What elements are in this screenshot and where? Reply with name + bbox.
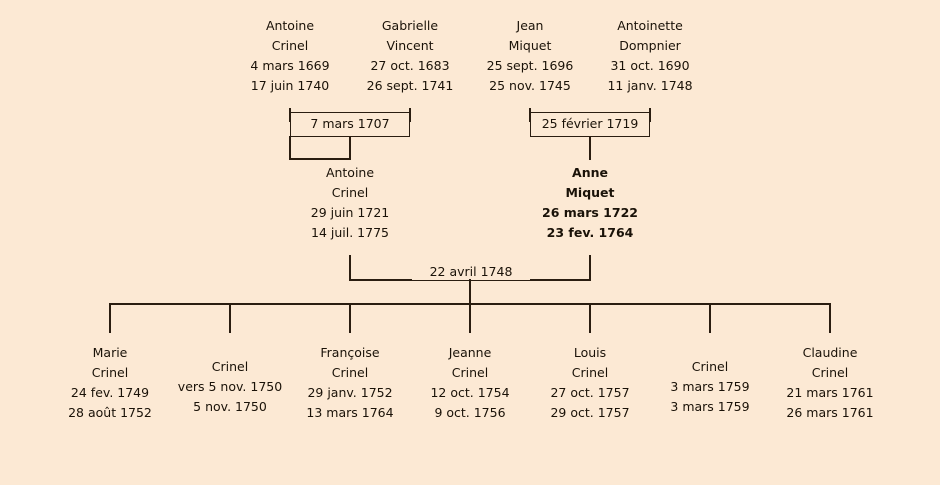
person-birth-date: 27 oct. 1757: [550, 385, 630, 400]
marriage-date: 22 avril 1748: [429, 264, 513, 279]
marriage-box-1719: [530, 112, 650, 137]
person-antoine-crinel-jr: [280, 163, 420, 243]
person-death-date: 17 juin 1740: [250, 78, 330, 93]
person-first-name: Antoine: [265, 18, 315, 33]
person-marie-crinel: [40, 343, 180, 423]
person-louis-crinel: [520, 343, 660, 423]
marriage-label-1748: [412, 264, 530, 280]
person-last-name: Vincent: [386, 38, 434, 53]
person-child-crinel-1750: [160, 357, 300, 417]
person-first-name: Jeanne: [448, 345, 492, 360]
person-death-date: 25 nov. 1745: [489, 78, 571, 93]
connector-child-6: [709, 303, 711, 333]
person-dates: [460, 56, 600, 96]
person-birth-date: 26 mars 1722: [542, 205, 638, 220]
person-birth-date: vers 5 nov. 1750: [177, 379, 283, 394]
connector-child-2: [229, 303, 231, 333]
person-child-crinel-1759: [640, 357, 780, 417]
connector-child-4: [469, 303, 471, 333]
person-birth-date: 27 oct. 1683: [370, 58, 450, 73]
person-dates: [280, 203, 420, 243]
person-last-name: Miquet: [565, 185, 615, 200]
person-last-name: Crinel: [331, 365, 369, 380]
connector-marriage1748-trunk: [469, 279, 471, 305]
person-death-date: 13 mars 1764: [306, 405, 394, 420]
person-first-name: Claudine: [802, 345, 858, 360]
person-first-name: Antoine: [325, 165, 375, 180]
person-death-date: 29 oct. 1757: [550, 405, 630, 420]
person-dates: [340, 56, 480, 96]
person-dates: [400, 383, 540, 423]
person-dates: [520, 203, 660, 243]
connector-child-1: [109, 303, 111, 333]
connector-to-antoine-jr: [349, 136, 351, 160]
person-dates: [40, 383, 180, 423]
person-last-name: Crinel: [811, 365, 849, 380]
person-last-name: Crinel: [691, 359, 729, 374]
person-last-name: Crinel: [271, 38, 309, 53]
person-dates: [640, 377, 780, 417]
person-birth-date: 29 juin 1721: [310, 205, 390, 220]
person-first-name: Jean: [516, 18, 544, 33]
connector-child-5: [589, 303, 591, 333]
person-francoise-crinel: [280, 343, 420, 423]
person-claudine-crinel: [760, 343, 900, 423]
connector-marriage1707-horizontal: [289, 158, 351, 160]
connector-marriage1719-to-child: [589, 136, 591, 160]
person-birth-date: 21 mars 1761: [786, 385, 874, 400]
person-dates: [520, 383, 660, 423]
person-last-name: Crinel: [571, 365, 609, 380]
connector-child-3: [349, 303, 351, 333]
person-death-date: 28 août 1752: [68, 405, 152, 420]
person-dates: [280, 383, 420, 423]
person-anne-miquet: [520, 163, 660, 243]
person-first-name: Louis: [573, 345, 607, 360]
person-last-name: Crinel: [211, 359, 249, 374]
person-death-date: 9 oct. 1756: [434, 405, 506, 420]
person-last-name: Crinel: [331, 185, 369, 200]
person-death-date: 26 mars 1761: [786, 405, 874, 420]
marriage-date: 25 février 1719: [541, 116, 639, 131]
connector-child-7: [829, 303, 831, 333]
person-death-date: 26 sept. 1741: [366, 78, 454, 93]
person-last-name: Crinel: [451, 365, 489, 380]
person-birth-date: 29 janv. 1752: [307, 385, 393, 400]
person-first-name: Anne: [572, 165, 608, 180]
person-birth-date: 4 mars 1669: [250, 58, 330, 73]
person-dates: [580, 56, 720, 96]
person-birth-date: 24 fev. 1749: [70, 385, 150, 400]
person-first-name: Gabrielle: [381, 18, 439, 33]
person-last-name: Dompnier: [619, 38, 681, 53]
person-first-name: Marie: [92, 345, 128, 360]
person-death-date: 23 fev. 1764: [546, 225, 634, 240]
connector-anne-to-marriage1748: [589, 255, 591, 281]
person-antoinette-dompnier: [580, 16, 720, 96]
person-gabrielle-vincent: [340, 16, 480, 96]
marriage-box-1707: [290, 112, 410, 137]
person-dates: [760, 383, 900, 423]
person-last-name: Miquet: [508, 38, 552, 53]
person-death-date: 14 juil. 1775: [311, 225, 389, 240]
connector-antoine-to-marriage1748: [349, 255, 351, 281]
person-death-date: 11 janv. 1748: [607, 78, 693, 93]
person-death-date: 3 mars 1759: [670, 399, 750, 414]
person-birth-date: 31 oct. 1690: [610, 58, 690, 73]
person-last-name: Crinel: [91, 365, 129, 380]
person-birth-date: 25 sept. 1696: [486, 58, 574, 73]
person-jeanne-crinel: [400, 343, 540, 423]
person-jean-miquet: [460, 16, 600, 96]
person-birth-date: 12 oct. 1754: [430, 385, 510, 400]
person-birth-date: 3 mars 1759: [670, 379, 750, 394]
person-dates: [160, 377, 300, 417]
person-antoine-crinel-sr: [220, 16, 360, 96]
person-dates: [220, 56, 360, 96]
person-first-name: Françoise: [320, 345, 380, 360]
marriage-date: 7 mars 1707: [310, 116, 390, 131]
person-death-date: 5 nov. 1750: [193, 399, 267, 414]
connector-marriage1707-to-child: [289, 136, 291, 160]
person-first-name: Antoinette: [617, 18, 683, 33]
